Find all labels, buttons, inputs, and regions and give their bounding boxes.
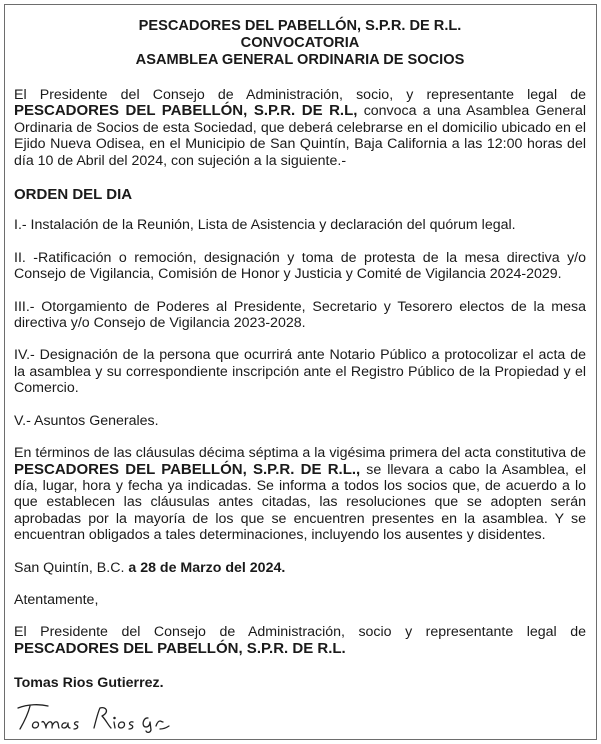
date-connector: a	[128, 559, 137, 576]
agenda-item-5: V.- Asuntos Generales.	[14, 412, 159, 429]
assembly-title: ASAMBLEA GENERAL ORDINARIA DE SOCIOS	[135, 52, 465, 68]
terms-company: PESCADORES DEL PABELLÓN, S.P.R. DE R.L.,	[14, 460, 361, 478]
agenda-item-1: I.- Instalación de la Reunión, Lista de Asistencia y declaración del quórum legal.	[14, 217, 516, 234]
signer-role-paragraph	[14, 624, 586, 657]
date: 28 de Marzo del 2024.	[140, 559, 286, 576]
closing: Atentamente,	[14, 591, 99, 608]
terms-paragraph	[14, 445, 586, 543]
document-type: CONVOCATORIA	[240, 35, 360, 51]
signer-company: PESCADORES DEL PABELLÓN, S.P.R. DE R.L.	[14, 639, 346, 657]
agenda-item-3: III.- Otorgamiento de Poderes al Presidente, Secretario y Tesorero electos de la mesa directiva y/o Consejo de Vigilancia 2023-2028.	[14, 298, 586, 332]
intro-company: PESCADORES DEL PABELLÓN, S.P.R. DE R.L,	[14, 102, 358, 120]
intro-lead: El Presidente del Consejo de Administración, socio, y representante legal de	[14, 87, 586, 103]
signer-role: El Presidente del Consejo de Administración, socio y representante legal de	[14, 624, 586, 641]
signer-name: Tomas Rios Gutierrez.	[14, 675, 164, 692]
company-title: PESCADORES DEL PABELLÓN, S.P.R. DE R.L.	[138, 18, 462, 34]
intro-paragraph	[14, 87, 586, 169]
terms-body: se llevara a cabo la Asamblea, el día, lugar, hora y fecha ya indicadas. Se informa a todos los socios que, de acuerdo a lo que establecen las cláusulas antes citadas, las resoluciones que se adopten serán aprobadas por la mayoría de los que se encuentren presentes en la asamblea. Y se encuentran obligados a tales determinaciones, incluyendo los ausentes y disidentes.	[14, 461, 587, 544]
intro-body: convoca a una Asamblea General Ordinaria de Socios de esta Sociedad, que deberá celebrarse en el domicilio ubicado en el Ejido Nueva Odisea, en el Municipio de San Quintín, Baja California a las 12:00 horas del día 10 de Abril del 2024, con sujeción a la siguiente.-	[14, 103, 586, 169]
handwritten-signature	[14, 698, 174, 734]
terms-lead: En términos de las cláusulas décima séptima a la vigésima primera del acta constitutiva de	[14, 445, 586, 462]
place: San Quintín, B.C.	[14, 559, 125, 576]
notice-heading	[14, 18, 586, 69]
notice-body	[14, 18, 586, 692]
agenda-title: ORDEN DEL DIA	[14, 186, 133, 204]
place-date	[14, 560, 586, 576]
agenda-item-4: IV.- Designación de la persona que ocurrirá ante Notario Público a protocolizar el acta de la asamblea y su correspondiente inscripción ante el Registro Público de la Propiedad y el Comercio.	[14, 347, 586, 397]
agenda-item-2: II. -Ratificación o remoción, designación y toma de protesta de la mesa directiva y/o Consejo de Vigilancia, Comisión de Honor y Justicia y Comité de Vigilancia 2024-2029.	[14, 249, 586, 283]
